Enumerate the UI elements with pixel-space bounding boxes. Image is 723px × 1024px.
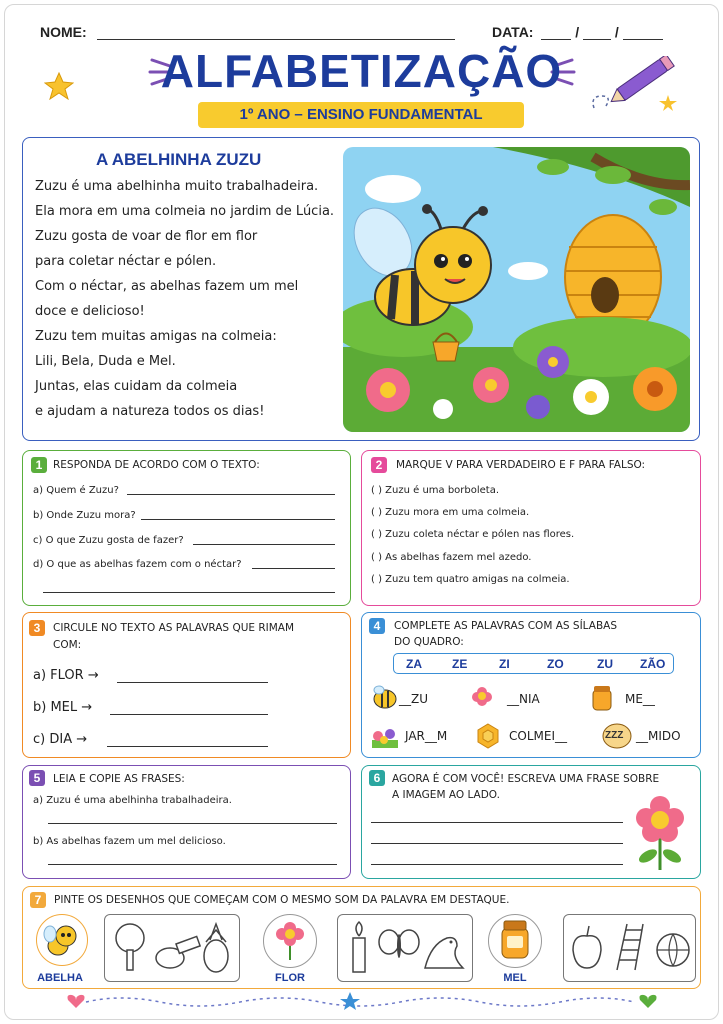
- date-year-line[interactable]: [623, 26, 663, 40]
- syllable: ZI: [499, 657, 510, 671]
- name-label: NOME:: [40, 24, 87, 40]
- name-line[interactable]: [97, 26, 455, 40]
- date-day-line[interactable]: [541, 26, 571, 40]
- story-title: A ABELHINHA ZUZU: [96, 150, 262, 169]
- copy-line-a[interactable]: [48, 823, 337, 824]
- syllable-box: [393, 653, 674, 674]
- true-false-item[interactable]: ( ) Zuzu tem quatro amigas na colmeia.: [371, 574, 570, 585]
- question-6-title: AGORA É COM VOCÊ! ESCREVA UMA FRASE SOBRE: [392, 773, 660, 785]
- coloring-drawings-2: [343, 920, 471, 976]
- date-separator: /: [575, 24, 580, 40]
- true-false-item[interactable]: ( ) Zuzu é uma borboleta.: [371, 485, 500, 496]
- flower-icon: [272, 920, 308, 962]
- question-6-number: 6: [369, 770, 385, 786]
- rhyme-item-dia: c) DIA →: [33, 732, 88, 747]
- question-2-title: MARQUE V PARA VERDADEIRO E F PARA FALSO:: [396, 459, 646, 471]
- bee-garden-illustration: [343, 147, 690, 432]
- true-false-item[interactable]: ( ) As abelhas fazem mel azedo.: [371, 552, 532, 563]
- syllable-word[interactable]: __NIA: [507, 692, 540, 706]
- question-1d: d) O que as abelhas fazem com o néctar?: [33, 559, 242, 570]
- question-3-title-2: COM:: [53, 639, 82, 651]
- rhyme-answer-line[interactable]: [110, 714, 268, 715]
- honey-jar-icon: [589, 684, 615, 712]
- syllable-word[interactable]: COLMEI__: [509, 729, 567, 743]
- coloring-drawings-1: [110, 920, 238, 976]
- sentence-line[interactable]: [371, 864, 623, 865]
- whistle-icon: [156, 936, 200, 968]
- story-line: para coletar néctar e pólen.: [35, 254, 217, 269]
- story-line: Com o néctar, as abelhas fazem um mel: [35, 279, 299, 294]
- question-7-title: PINTE OS DESENHOS QUE COMEÇAM COM O MESMO SOM DA PALAVRA EM DESTAQUE.: [54, 894, 510, 906]
- name-field[interactable]: [40, 24, 455, 40]
- question-5-number: 5: [29, 770, 45, 786]
- question-4-number: 4: [369, 618, 385, 634]
- question-4-title-2: DO QUADRO:: [394, 636, 464, 648]
- true-false-item[interactable]: ( ) Zuzu mora em uma colmeia.: [371, 507, 530, 518]
- story-line: Lili, Bela, Duda e Mel.: [35, 354, 176, 369]
- syllable: ZE: [452, 657, 468, 671]
- date-label: DATA:: [492, 24, 534, 40]
- true-false-item[interactable]: ( ) Zuzu coleta néctar e pólen nas flores.: [371, 529, 575, 540]
- story-line: doce e delicioso!: [35, 304, 145, 319]
- butterfly-icon: [379, 930, 419, 958]
- question-1c: c) O que Zuzu gosta de fazer?: [33, 535, 184, 546]
- question-1-number: 1: [31, 457, 47, 473]
- question-1-box: [22, 450, 351, 606]
- rhyme-item-flor: a) FLOR →: [33, 668, 99, 683]
- ball-icon: [657, 934, 689, 966]
- question-5-title: LEIA E COPIE AS FRASES:: [53, 773, 185, 785]
- story-line: e ajudam a natureza todos os dias!: [35, 404, 265, 419]
- answer-line-1d-extra[interactable]: [43, 592, 335, 593]
- answer-line-1b[interactable]: [141, 519, 335, 520]
- bee-icon: [42, 920, 82, 960]
- story-line: Zuzu tem muitas amigas na colmeia:: [35, 329, 277, 344]
- rhyme-answer-line[interactable]: [107, 746, 268, 747]
- star-icon: [340, 992, 360, 1010]
- question-3-title: CIRCULE NO TEXTO AS PALAVRAS QUE RIMAM: [53, 622, 295, 634]
- question-4-title: COMPLETE AS PALAVRAS COM AS SÍLABAS: [394, 620, 617, 632]
- answer-line-1a[interactable]: [127, 494, 335, 495]
- story-line: Ela mora em uma colmeia no jardim de Lúcia.: [35, 204, 335, 219]
- sentence-line[interactable]: [371, 843, 623, 844]
- syllable: ZÃO: [640, 657, 666, 671]
- seal-icon: [425, 938, 463, 968]
- question-1b: b) Onde Zuzu mora?: [33, 510, 136, 521]
- sentence-line[interactable]: [371, 822, 623, 823]
- apple-icon: [573, 926, 601, 968]
- coloring-drawings-3: [569, 920, 693, 976]
- answer-line-1c[interactable]: [193, 544, 335, 545]
- syllable-word[interactable]: __ZU: [399, 692, 429, 706]
- syllable-word[interactable]: __MIDO: [636, 729, 681, 743]
- question-1-title: RESPONDA DE ACORDO COM O TEXTO:: [53, 459, 260, 471]
- syllable-word[interactable]: ME__: [625, 692, 655, 706]
- page-title: ALFABETIZAÇÃO: [160, 45, 563, 97]
- question-7-number: 7: [30, 892, 46, 908]
- question-2-number: 2: [371, 457, 387, 473]
- honey-jar-icon: [498, 918, 532, 962]
- syllable: ZA: [406, 657, 422, 671]
- flower-icon: [469, 684, 495, 710]
- syllable: ZO: [547, 657, 564, 671]
- syllable: ZU: [597, 657, 613, 671]
- question-3-number: 3: [29, 620, 45, 636]
- copy-sentence-b: b) As abelhas fazem um mel delicioso.: [33, 836, 226, 847]
- zzz-text: ZZZ: [605, 730, 624, 741]
- garden-icon: [370, 722, 400, 750]
- heart-icon: [68, 995, 85, 1008]
- honeycomb-icon: [474, 722, 502, 750]
- tree-icon: [116, 924, 144, 970]
- heart-icon: [640, 995, 657, 1008]
- copy-line-b[interactable]: [48, 864, 337, 865]
- date-month-line[interactable]: [583, 26, 611, 40]
- copy-sentence-a: a) Zuzu é uma abelhinha trabalhadeira.: [33, 795, 232, 806]
- footer-decoration: [60, 990, 664, 1014]
- page-subtitle: 1º ANO – ENSINO FUNDAMENTAL: [198, 102, 524, 128]
- story-line: Juntas, elas cuidam da colmeia: [35, 379, 238, 394]
- pineapple-icon: [204, 924, 228, 972]
- rhyme-item-mel: b) MEL →: [33, 700, 93, 715]
- ladder-icon: [617, 924, 643, 970]
- date-separator: /: [614, 24, 619, 40]
- date-field[interactable]: [492, 24, 663, 40]
- bee-icon: [370, 684, 398, 710]
- pink-flower-icon: [630, 794, 690, 872]
- highlight-word-flor: FLOR: [275, 972, 305, 984]
- highlight-word-abelha: ABELHA: [37, 972, 83, 984]
- question-1a: a) Quem é Zuzu?: [33, 485, 119, 496]
- highlight-word-mel: MEL: [503, 972, 527, 984]
- answer-line-1d[interactable]: [252, 568, 335, 569]
- question-6-title-2: A IMAGEM AO LADO.: [392, 789, 500, 801]
- rhyme-answer-line[interactable]: [117, 682, 268, 683]
- syllable-word[interactable]: JAR__M: [405, 729, 448, 743]
- story-line: Zuzu gosta de voar de flor em flor: [35, 229, 258, 244]
- candle-icon: [353, 922, 365, 972]
- story-line: Zuzu é uma abelhinha muito trabalhadeira.: [35, 179, 319, 194]
